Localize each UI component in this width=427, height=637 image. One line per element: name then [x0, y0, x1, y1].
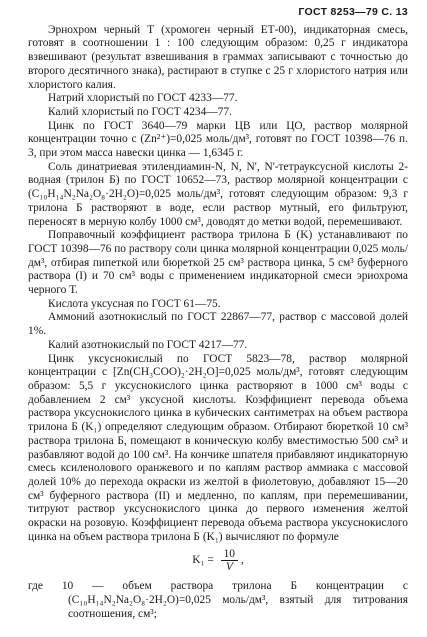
document-page — [28, 6, 408, 622]
paragraph-sodium-chloride: Натрий хлористый по ГОСТ 4233—77. — [48, 92, 238, 105]
paragraph-potassium-chloride: Калий хлористый по ГОСТ 4234—77. — [48, 105, 232, 118]
paragraph-trilon-b: Соль динатриевая этилендиамин-N, N, N', N'-тетрауксусной кислоты 2-водная (трилон Б) по ГОСТ 10652—73, раствор молярной концентрации с (C₁₀H₁₄N₂Na₂O₈·2H₂O)=0,025 моль/дм³, готовят следующим образом: 9,3 г трилона Б растворяют в воде, если раствор мутный, его фильтруют, переносят в мерную колбу 1000 см³, доводят до метки водой, перемешивают. — [28, 160, 408, 228]
formula-denominator: V — [225, 561, 233, 574]
paragraph-ammonium-nitrate: Аммоний азотнокислый по ГОСТ 22867—77, раствор с массовой долей 1%. — [28, 311, 408, 338]
formula-where-clause: где 10 — объем раствора трилона Б концентрации с (C₁₀H₁₄N₂Na₂O₈·2H₂O)=0,025 моль/дм³, взятый для титрования соотношения, см³; — [28, 580, 408, 620]
paragraph-zinc-acetate: Цинк уксуснокислый по ГОСТ 5823—78, раствор молярной концентрации с [Zn(CH₃COO)₂·2H₂O]=0,025 моль/дм³, готовят следующим образом: 5,5 г уксуснокислого цинка растворяют в 1000 см³ воды с добавлением 2 см³ уксусной кислоты. Коэффициент перевода объема раствора уксуснокислого цинка в кубических сантиметрах на объем раствора трилона Б (K₁) определяют следующим образом. Отбирают бюреткой 10 см³ раствора трилона Б, помещают в коническую колбу вместимостью 500 см³ и разбавляют водой до 100 см³. На кончике шпателя прибавляют индикаторную смесь ксиленолового оранжевого и по каплям раствор аммиака с массовой долей 10% до перехода окраски из желтой в фиолетовую, добавляют 15—20 см³ буферного раствора (II) и медленно, по каплям, при перемешивании, титруют раствор уксуснокислого цинка до первого изменения желтой окраски на розовую. Коэффициент перевода объема раствора уксуснокислого цинка на объем раствора трилона Б (K₁) вычисляют по формуле — [28, 352, 408, 543]
paragraph-eriochrome: Эрнохром черный Т (хромоген черный ЕТ-00), индикаторная смесь, готовят в соотношении 1 : 100 следующим образом: 0,25 г индикатора взвешивают (результат взвешивания в граммах записывают с точностью до второго десятичного знака), растирают в ступке с 25 г хлористого натрия или хлористого калия. — [28, 23, 408, 91]
page-header: ГОСТ 8253—79 С. 13 — [298, 6, 408, 18]
paragraph-potassium-nitrate: Калий азотнокислый по ГОСТ 4217—77. — [48, 338, 248, 351]
formula-lhs: K₁ = — [192, 554, 214, 567]
formula-k1 — [28, 548, 408, 578]
formula-trail: , — [240, 554, 244, 567]
paragraph-zinc: Цинк по ГОСТ 3640—79 марки ЦВ или ЦО, раствор молярной концентрации точно с (Zn²⁺)=0,025 моль/дм³, готовят по ГОСТ 10398—76 п. 3, при этом масса навески цинка — 1,6345 г. — [28, 119, 408, 160]
formula-numerator: 10 — [221, 548, 238, 561]
paragraph-acetic-acid: Кислота уксусная по ГОСТ 61—75. — [48, 297, 221, 310]
paragraph-correction-coefficient: Поправочный коэффициент раствора трилона Б (K) устанавливают по ГОСТ 10398—76 по раствору соли цинка молярной концентрации 0,025 моль/дм³, отбирая пипеткой или бюреткой 25 см³ раствора цинка, 5 см³ буферного раствора (I) и 70 см³ воды с применением индикаторной смеси эриохрома черного Т. — [28, 229, 408, 297]
formula-fraction — [221, 548, 238, 573]
